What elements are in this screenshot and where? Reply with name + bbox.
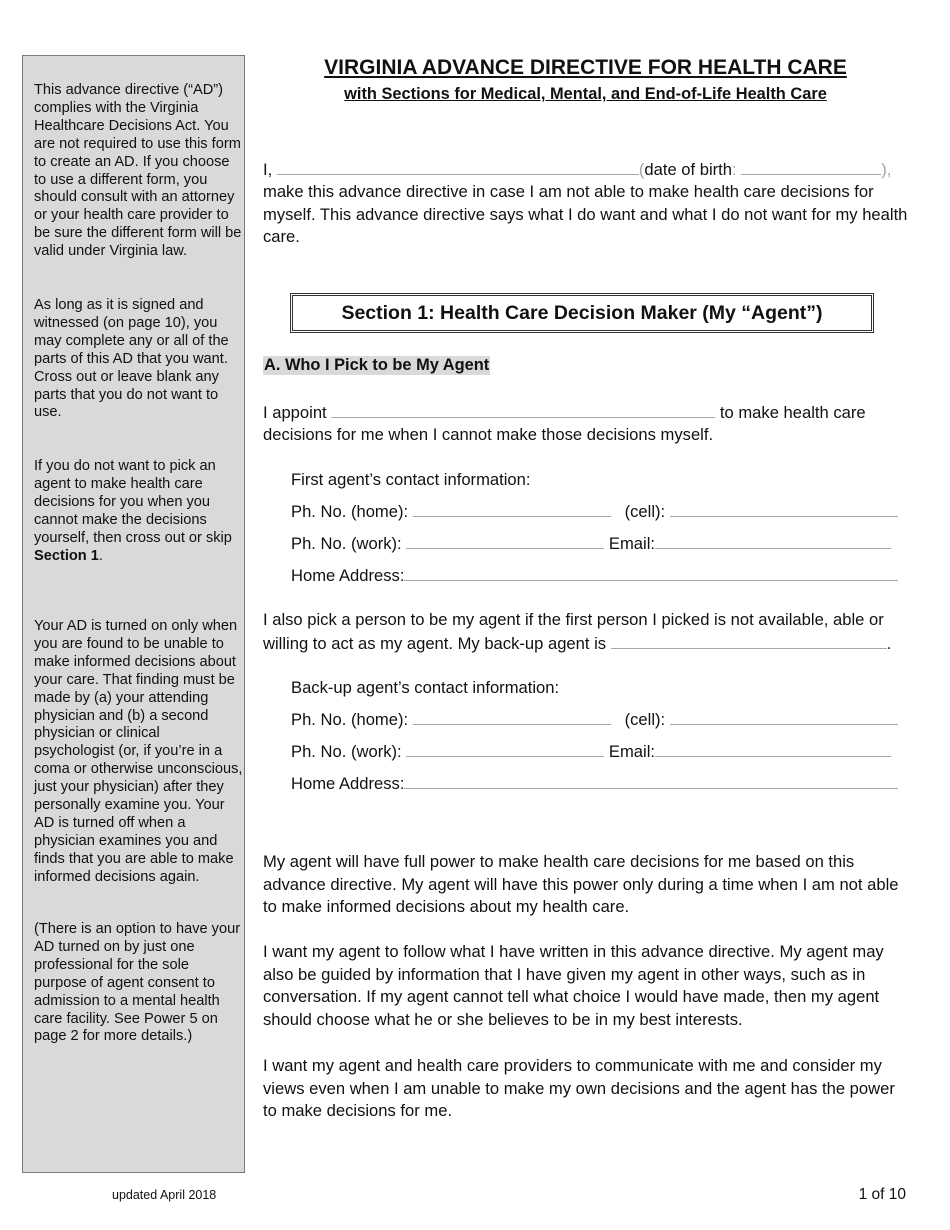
sidebar-note-period: .: [98, 547, 103, 564]
first-cell-label: (cell):: [624, 502, 666, 521]
backup-agent-heading: Back-up agent’s contact information:: [291, 678, 560, 697]
appoint-line: [263, 401, 908, 425]
sidebar-note-section-ref: Section 1: [34, 547, 99, 564]
sidebar-note-activation: Your AD is turned on only when you are found to be unable to make informed decisions about your care. That finding must be made by (a) your attending physician and (b) a second physician or clinical psychologist (or, if you’re in a coma or otherwise unconscious, just your physician) after they personally examine you. Your AD is turned off when a physician examines you and finds that you are able to make informed decisions again.: [34, 618, 243, 885]
name-field[interactable]: [277, 158, 639, 175]
backup-home-phone-field[interactable]: [413, 710, 611, 725]
backup-email-field[interactable]: [655, 742, 891, 757]
section-1-heading: Section 1: Health Care Decision Maker (My “Agent”): [290, 293, 874, 333]
first-work-label: Ph. No. (work):: [291, 534, 402, 553]
first-home-label: Ph. No. (home):: [291, 502, 409, 521]
appoint-line-2: decisions for me when I cannot make those decisions myself.: [263, 425, 714, 444]
first-cell-phone-field[interactable]: [670, 502, 898, 517]
first-email-label: Email:: [608, 534, 656, 553]
sidebar-note-option: (There is an option to have your AD turned on by just one professional for the sole purpose of agent consent to admission to a mental health care facility. See Power 5 on page 2 for more details.): [34, 921, 241, 1045]
sidebar-note-skip-text: If you do not want to pick an agent to make health care decisions for you when you cannot make the decisions yourself, then cross out or skip: [34, 458, 232, 546]
agent-guidance-paragraph: I want my agent to follow what I have written in this advance directive. My agent may also be guided by information that I have given my agent in other ways, such as in conversation. If my agent cannot tell what choice I would have made, then my agent should choose what he or she believes to be in my best interests.: [263, 942, 884, 1029]
backup-home-label: Ph. No. (home):: [291, 710, 409, 729]
intro-i-label: I,: [263, 160, 277, 179]
backup-agent-name-field[interactable]: [611, 632, 887, 649]
appoint-post: to make health care: [715, 403, 866, 422]
first-address-label: Home Address:: [291, 566, 405, 585]
first-agent-address-row: [291, 566, 898, 586]
backup-text-pre: willing to act as my agent. My back-up agent is: [263, 634, 611, 653]
backup-agent-work-row: [291, 742, 891, 762]
sidebar-note-compliance: This advance directive (“AD”) complies with the Virginia Healthcare Decisions Act. You are not required to use this form to create an AD. If you choose to use a different form, you should consult with an attorney or your health care provider to be sure the different form will be valid under Virginia law.: [34, 82, 242, 260]
footer-updated: updated April 2018: [112, 1188, 217, 1202]
intro-statement: make this advance directive in case I am not able to make health care decisions for myself. This advance directive says what I do want and what I do not want for my health care.: [263, 182, 908, 247]
first-work-phone-field[interactable]: [406, 534, 604, 549]
agent-power-paragraph: My agent will have full power to make health care decisions for me based on this advance directive. My agent will have this power only during a time when I am not able to make informed decisions about my health care.: [263, 852, 899, 917]
dob-colon: :: [732, 160, 737, 179]
intro-close-paren: ),: [881, 160, 892, 179]
sidebar-note-skip-section: [34, 458, 244, 565]
first-agent-phone-row: [291, 502, 898, 522]
page-subtitle: with Sections for Medical, Mental, and End-of-Life Health Care: [344, 85, 827, 103]
first-email-field[interactable]: [655, 534, 891, 549]
backup-address-label: Home Address:: [291, 774, 405, 793]
backup-email-label: Email:: [608, 742, 656, 761]
backup-cell-label: (cell):: [624, 710, 666, 729]
backup-work-label: Ph. No. (work):: [291, 742, 402, 761]
backup-work-phone-field[interactable]: [406, 742, 604, 757]
agent-name-field[interactable]: [331, 401, 715, 418]
page-title: VIRGINIA ADVANCE DIRECTIVE FOR HEALTH CARE: [324, 56, 847, 79]
first-agent-heading: First agent’s contact information:: [291, 470, 531, 489]
backup-text-post: .: [886, 634, 892, 653]
backup-address-field[interactable]: [404, 774, 898, 789]
dob-label: date of birth: [644, 160, 733, 179]
communication-paragraph: I want my agent and health care providers to communicate with me and consider my views even when I am unable to make my own decisions and the agent has the power to make decisions for me.: [263, 1056, 895, 1121]
first-address-field[interactable]: [404, 566, 898, 581]
intro-open-paren: (: [638, 160, 645, 179]
sidebar-note-signing: As long as it is signed and witnessed (on page 10), you may complete any or all of the parts of this AD that you want. Cross out or leave blank any parts that you do not want to use.: [34, 297, 229, 421]
backup-agent-address-row: [291, 774, 898, 794]
appoint-pre: I appoint: [263, 403, 332, 422]
page-number: 1 of 10: [858, 1186, 906, 1203]
backup-text-line-1: I also pick a person to be my agent if the first person I picked is not available, able or: [263, 610, 884, 629]
backup-agent-phone-row: [291, 710, 898, 730]
backup-text-line-2: [263, 632, 908, 656]
subsection-a-heading: A. Who I Pick to be My Agent: [264, 356, 490, 374]
date-of-birth-field[interactable]: [741, 158, 881, 175]
intro-name-line: [263, 158, 908, 182]
sidebar-notes: [22, 55, 245, 1173]
first-agent-work-row: [291, 534, 891, 554]
first-home-phone-field[interactable]: [413, 502, 611, 517]
backup-cell-phone-field[interactable]: [670, 710, 898, 725]
